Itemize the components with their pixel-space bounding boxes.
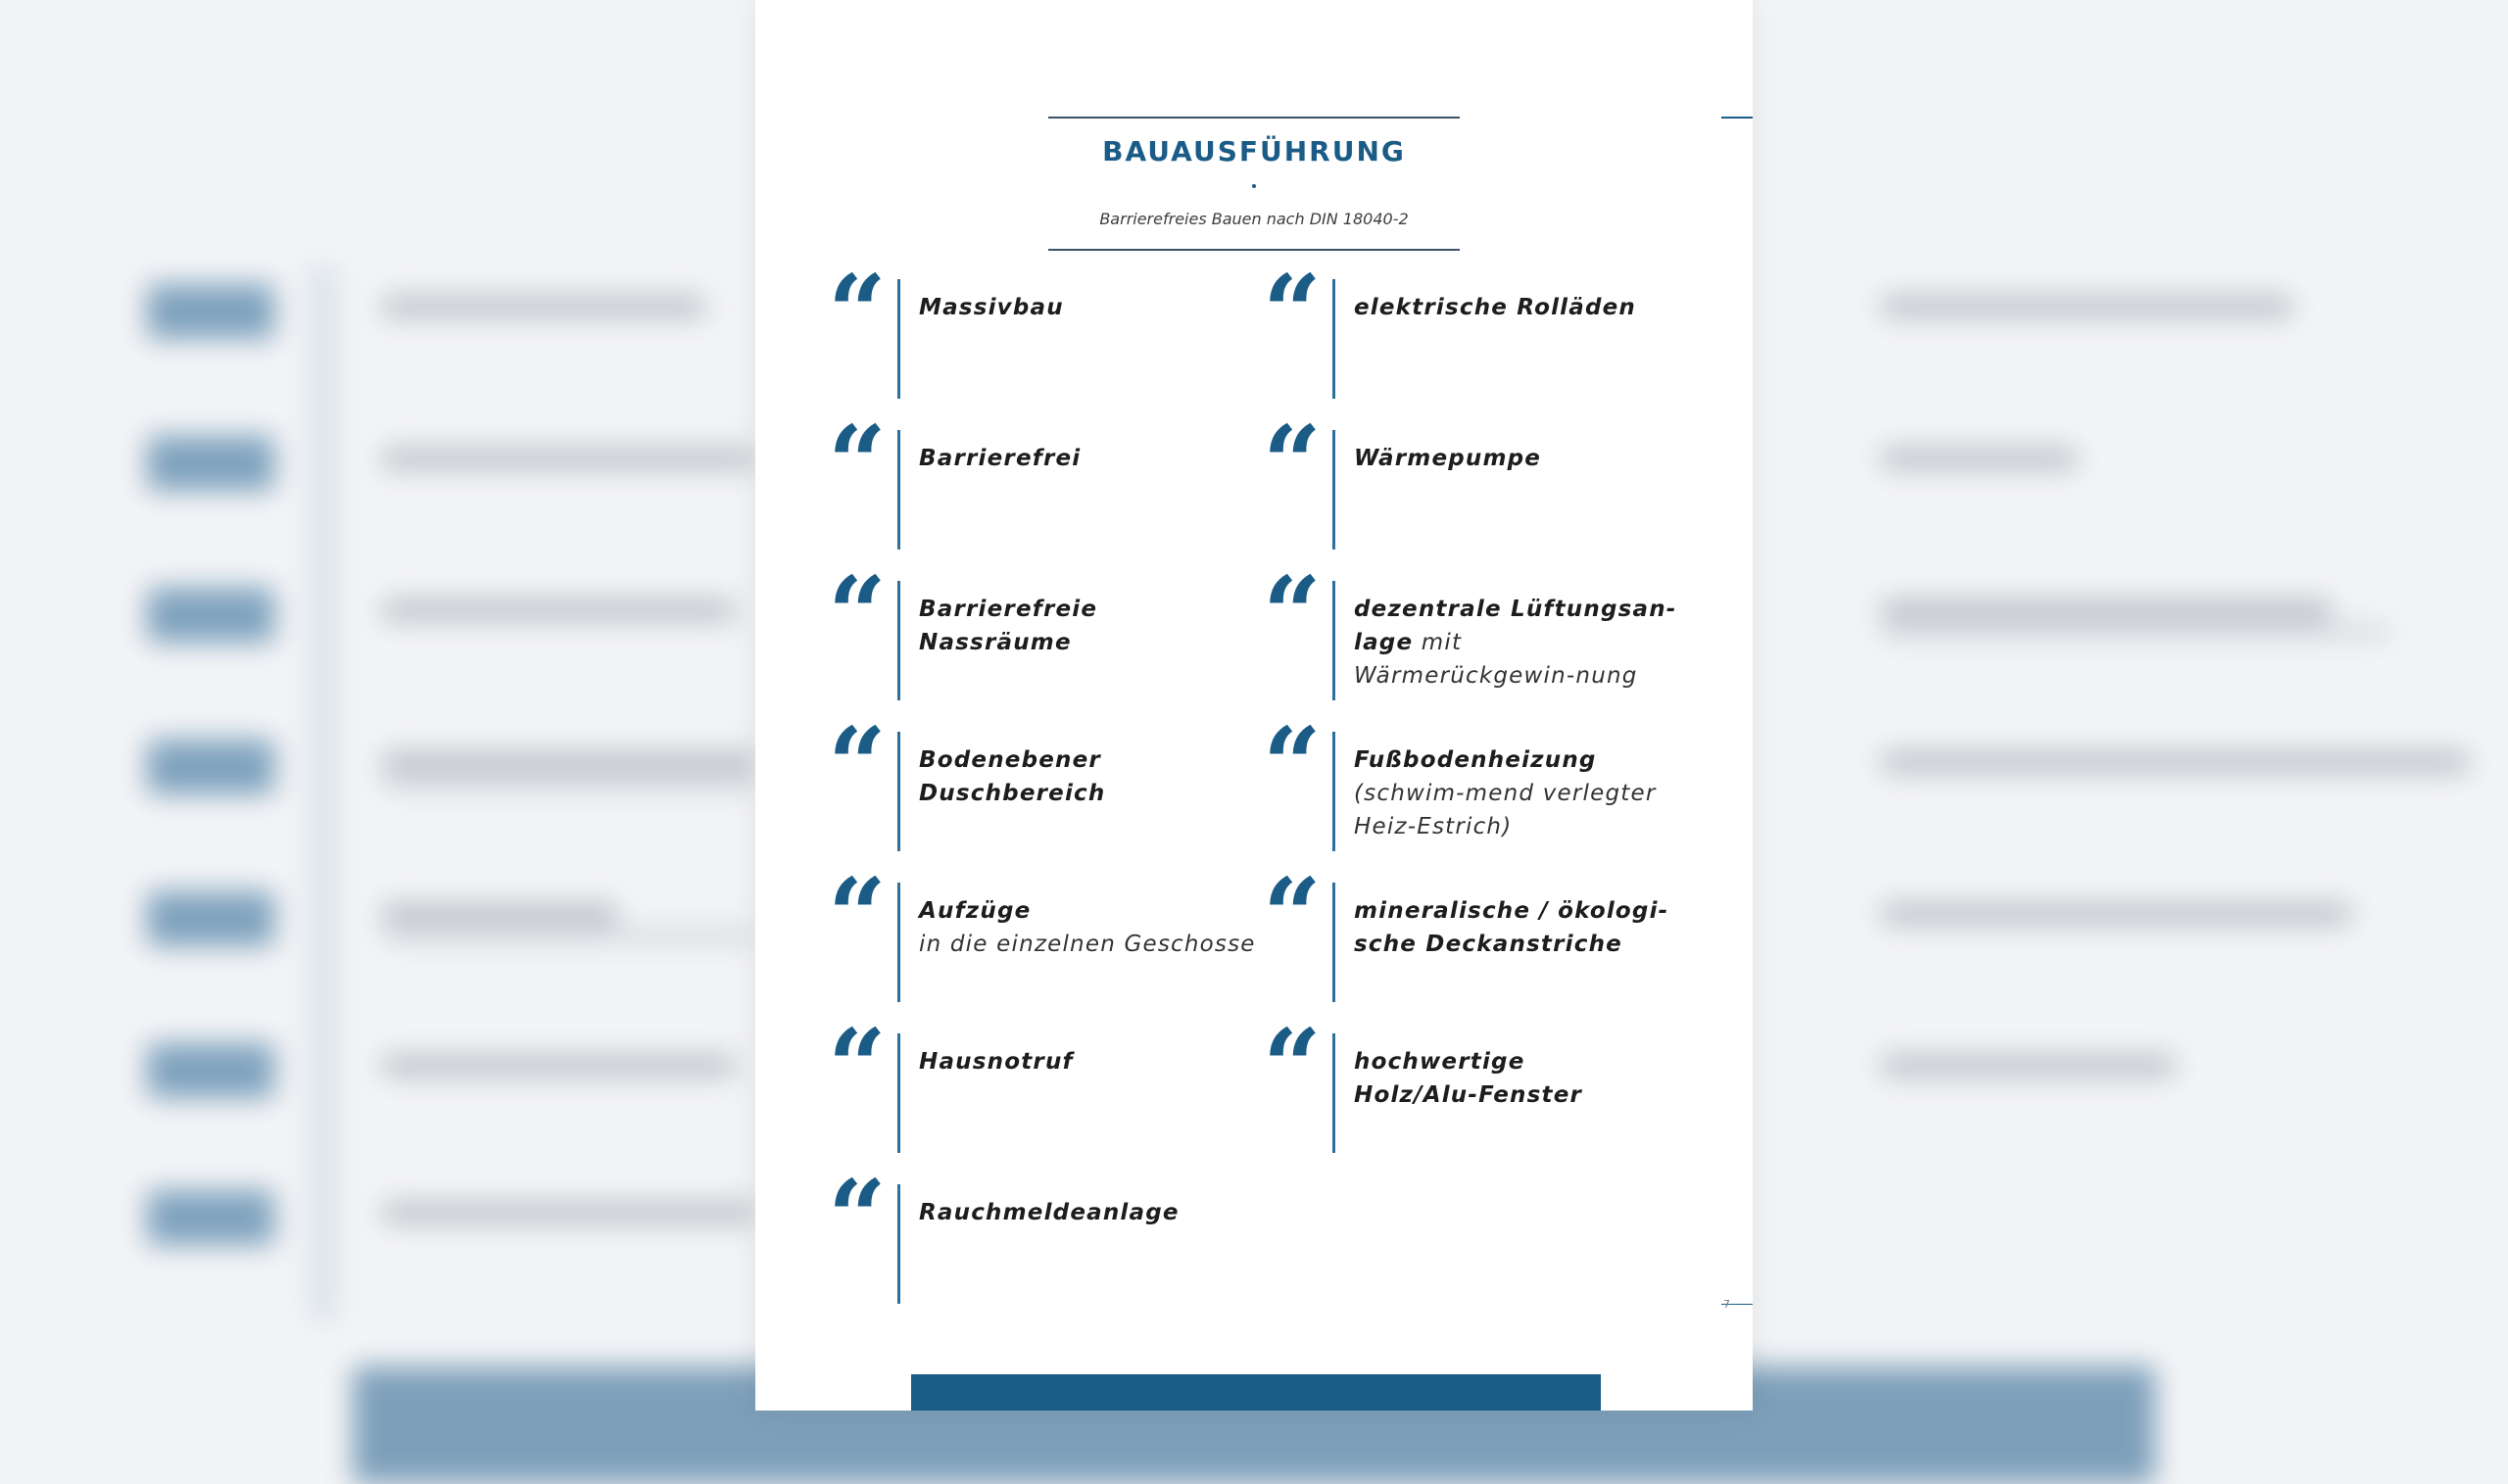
- feature-item: [1263, 252, 1694, 402]
- feature-item: [828, 1006, 1259, 1156]
- feature-title: Barrierefrei: [919, 446, 1082, 471]
- feature-divider: [897, 279, 900, 399]
- quote-icon: “: [1263, 704, 1322, 825]
- quote-icon: “: [1263, 1006, 1322, 1126]
- feature-text: [919, 442, 1257, 475]
- feature-divider: [1332, 430, 1335, 550]
- feature-title: Barrierefreie Nassräume: [919, 597, 1098, 655]
- feature-divider: [897, 883, 900, 1002]
- feature-title: mineralische / ökologi-sche Deckanstriche: [1354, 898, 1669, 957]
- feature-item: [828, 1157, 1259, 1307]
- page-number: 7: [1723, 1298, 1730, 1311]
- feature-item: [828, 553, 1259, 703]
- quote-icon: “: [828, 252, 887, 372]
- quote-icon: “: [828, 1157, 887, 1277]
- feature-title: Hausnotruf: [919, 1049, 1074, 1075]
- feature-text: [1354, 894, 1692, 961]
- feature-text: [919, 593, 1257, 659]
- feature-text: [1354, 1045, 1589, 1112]
- quote-icon: “: [1263, 855, 1322, 976]
- feature-divider: [897, 1033, 900, 1153]
- quote-icon: “: [828, 704, 887, 825]
- page-title: BAUAUSFÜHRUNG: [1102, 135, 1406, 168]
- feature-text: [1354, 593, 1692, 693]
- feature-title: Aufzüge: [919, 898, 1032, 924]
- page-subtitle: Barrierefreies Bauen nach DIN 18040-2: [1099, 210, 1409, 228]
- feature-item: [828, 704, 1259, 854]
- feature-divider: [897, 732, 900, 851]
- quote-icon: “: [1263, 403, 1322, 523]
- feature-divider: [1332, 1033, 1335, 1153]
- feature-divider: [1332, 279, 1335, 399]
- feature-item: [1263, 704, 1694, 854]
- quote-icon: “: [828, 553, 887, 674]
- feature-note: mit Wärmerückgewin-nung: [1354, 630, 1638, 689]
- feature-divider: [1332, 883, 1335, 1002]
- feature-text: [919, 291, 1257, 324]
- feature-title: Fußbodenheizung: [1354, 747, 1597, 773]
- quote-icon: “: [828, 403, 887, 523]
- feature-title: Rauchmeldeanlage: [919, 1200, 1180, 1225]
- footer-band: [911, 1374, 1601, 1411]
- page-edge-rule: [1721, 117, 1753, 119]
- feature-item: [828, 403, 1259, 552]
- quote-icon: “: [1263, 553, 1322, 674]
- quote-icon: “: [1263, 252, 1322, 372]
- feature-text: [1354, 291, 1692, 324]
- feature-text: [1354, 442, 1692, 475]
- feature-text: [919, 1045, 1257, 1078]
- background-rail: [309, 264, 338, 1322]
- feature-divider: [1332, 581, 1335, 700]
- document-page: [755, 0, 1753, 1411]
- feature-text: [919, 743, 1154, 810]
- feature-item: [828, 252, 1259, 402]
- feature-item: [1263, 553, 1694, 703]
- feature-divider: [897, 430, 900, 550]
- feature-text: [919, 1196, 1257, 1229]
- feature-text: [919, 894, 1257, 961]
- feature-item: [1263, 1006, 1694, 1156]
- feature-title: hochwertige Holz/Alu-Fenster: [1354, 1049, 1583, 1108]
- header-top-rule: [1048, 117, 1460, 119]
- feature-title: Massivbau: [919, 295, 1064, 320]
- title-dot: [1252, 184, 1256, 188]
- feature-divider: [897, 1184, 900, 1304]
- feature-text: [1354, 743, 1692, 843]
- quote-icon: “: [828, 855, 887, 976]
- feature-item: [828, 855, 1259, 1005]
- feature-divider: [897, 581, 900, 700]
- feature-item: [1263, 403, 1694, 552]
- header-bottom-rule: [1048, 249, 1460, 251]
- feature-divider: [1332, 732, 1335, 851]
- feature-item: [1263, 855, 1694, 1005]
- feature-title: Wärmepumpe: [1354, 446, 1542, 471]
- feature-note: (schwim-mend verlegter Heiz-Estrich): [1354, 781, 1657, 839]
- feature-title: dezentrale Lüftungsan-lage: [1354, 597, 1677, 655]
- quote-icon: “: [828, 1006, 887, 1126]
- feature-title: elektrische Rolläden: [1354, 295, 1636, 320]
- feature-note: in die einzelnen Geschosse: [919, 932, 1256, 957]
- feature-title: Bodenebener Duschbereich: [919, 747, 1106, 806]
